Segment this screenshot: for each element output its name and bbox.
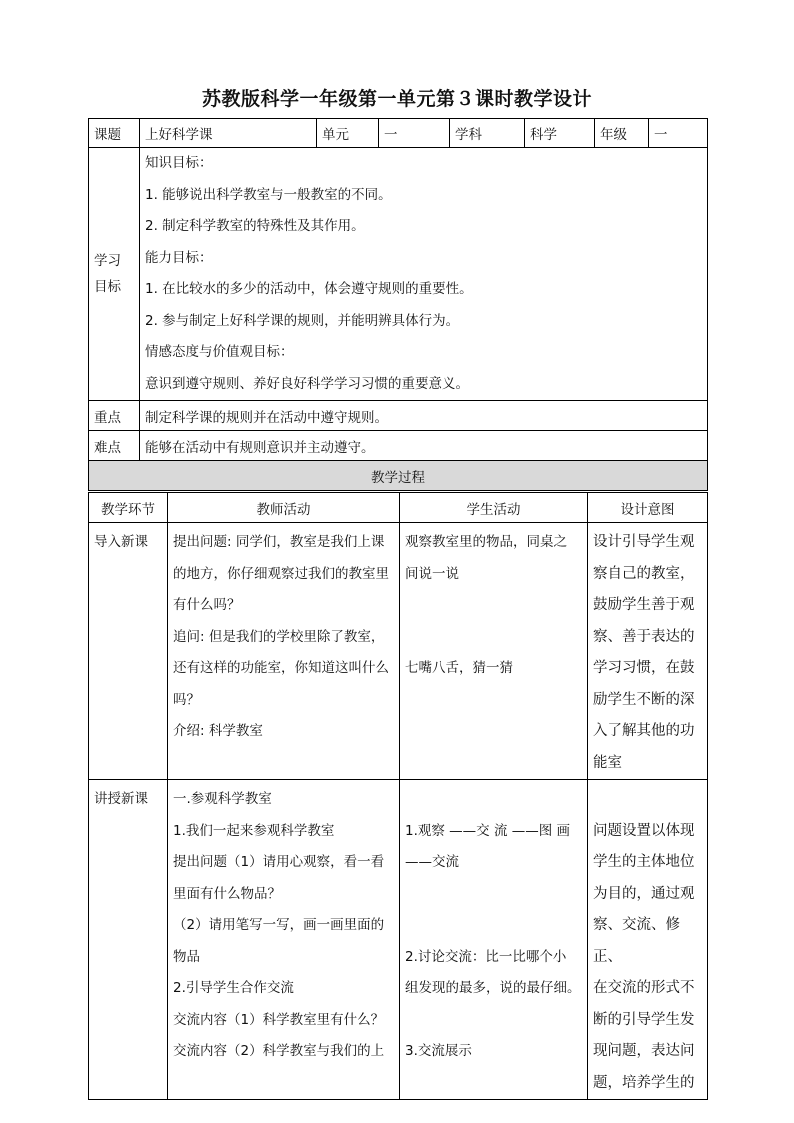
difficulty-label: 难点: [89, 431, 140, 461]
teaching-process-table: [88, 492, 708, 1100]
objectives-content: [140, 148, 708, 401]
student-line: 3.交流展示: [405, 1043, 472, 1059]
lesson-label: 课题: [89, 119, 140, 148]
objective-line: 意识到遵守规则、养好良好科学学习习惯的重要意义。: [145, 375, 469, 392]
student-line: 观察教室里的物品，同桌之: [405, 534, 567, 550]
teacher-activity-cell: [168, 523, 400, 780]
student-line: ——交流: [405, 854, 459, 870]
intent-line: 学习习惯，在鼓: [593, 660, 695, 676]
subject-label: 学科: [450, 119, 525, 148]
student-activity-cell: [400, 523, 588, 780]
intent-line: 为目的，通过观: [593, 885, 695, 902]
key-point-row: [89, 401, 708, 431]
stage-cell: 导入新课: [89, 523, 168, 780]
objectives-row: [89, 148, 708, 401]
student-line: 间说一说: [405, 565, 459, 582]
student-line: 2.讨论交流：比一比哪个小: [405, 948, 567, 965]
key-point-value: 制定科学课的规则并在活动中遵守规则。: [140, 401, 708, 431]
teacher-line: 一.参观科学教室: [173, 791, 272, 807]
intent-line: 题，培养学生的: [593, 1074, 695, 1091]
teacher-activity-cell: [168, 780, 400, 1100]
student-line: 1.观察 ——交 流 ——图 画: [405, 822, 571, 839]
difficulty-row: [89, 431, 708, 461]
intent-line: 察自己的教室，: [593, 565, 695, 582]
stage-cell: 讲授新课: [89, 780, 168, 1100]
intent-line: 在交流的形式不: [593, 980, 695, 996]
lesson-info-table: [88, 118, 708, 491]
student-line: 组发现的最多，说的最仔细。: [405, 980, 581, 996]
column-header: 设计意图: [588, 493, 708, 523]
intent-line: 问题设置以体现: [593, 822, 695, 839]
teacher-line: 提出问题: 同学们，教室是我们上课: [173, 534, 385, 550]
intent-line: 能室: [593, 754, 622, 771]
process-header: 教学过程: [89, 461, 708, 491]
teacher-line: 交流内容（2）科学教室与我们的上: [173, 1043, 385, 1059]
lesson-value: 上好科学课: [140, 119, 317, 148]
info-row: [89, 119, 708, 148]
teacher-line: 追问: 但是我们的学校里除了教室，: [173, 628, 385, 645]
unit-value: 一: [379, 119, 450, 148]
objective-line: 2. 参与制定上好科学课的规则，并能明辨具体行为。: [145, 312, 460, 329]
teacher-line: 的地方，你仔细观察过我们的教室里: [173, 565, 389, 582]
objective-line: 2. 制定科学教室的特殊性及其作用。: [145, 218, 365, 234]
teacher-line: 交流内容（1）科学教室里有什么？: [173, 1011, 385, 1028]
student-activity-cell: [400, 780, 588, 1100]
objectives-label-2: 目标: [94, 279, 121, 295]
teacher-line: 还有这样的功能室，你知道这叫什么: [173, 660, 389, 676]
intent-line: 学生的主体地位: [593, 854, 695, 870]
teacher-line: 里面有什么物品？: [173, 885, 281, 902]
column-header: 教师活动: [168, 493, 400, 523]
design-intent-cell: [588, 523, 708, 780]
process-header-row: [89, 461, 708, 491]
objective-line: 情感态度与价值观目标：: [145, 344, 294, 360]
objective-line: 1. 能够说出科学教室与一般教室的不同。: [145, 186, 392, 203]
document-title: 苏教版科学一年级第一单元第３课时教学设计: [201, 88, 592, 110]
intent-line: 入了解其他的功: [593, 723, 695, 739]
teacher-line: 有什么吗？: [173, 597, 241, 613]
teacher-line: 提出问题（1）请用心观察，看一看: [173, 854, 385, 870]
design-intent-cell: [588, 780, 708, 1100]
intent-line: 励学生不断的深: [593, 691, 695, 708]
column-header: 学生活动: [400, 493, 588, 523]
objectives-label: [89, 148, 140, 401]
teacher-line: （2）请用笔写一写，画一画里面的: [173, 917, 385, 933]
intent-line: 断的引导学生发: [593, 1011, 695, 1028]
intent-line: 现问题，表达问: [593, 1043, 695, 1059]
table-row: [89, 780, 708, 1100]
objective-line: 1. 在比较水的多少的活动中，体会遵守规则的重要性。: [145, 281, 473, 297]
objectives-label-1: 学习: [94, 253, 121, 269]
intent-line: 察、交流、修正、: [593, 917, 680, 965]
intent-line: 察、善于表达的: [593, 628, 695, 645]
teacher-line: 介绍: 科学教室: [173, 723, 263, 739]
objective-line: 能力目标：: [145, 249, 213, 266]
student-line: 七嘴八舌，猜一猜: [405, 660, 513, 676]
objective-line: 知识目标：: [145, 155, 213, 171]
unit-label: 单元: [317, 119, 379, 148]
grade-value: 一: [649, 119, 708, 148]
key-point-label: 重点: [89, 401, 140, 431]
difficulty-value: 能够在活动中有规则意识并主动遵守。: [140, 431, 708, 461]
table-row: [89, 523, 708, 780]
teacher-line: 1.我们一起来参观科学教室: [173, 822, 335, 839]
subject-value: 科学: [525, 119, 595, 148]
process-columns-row: [89, 493, 708, 523]
intent-line: 鼓励学生善于观: [593, 597, 695, 613]
column-header: 教学环节: [89, 493, 168, 523]
teacher-line: 2.引导学生合作交流: [173, 980, 294, 996]
intent-line: 设计引导学生观: [593, 534, 695, 550]
teacher-line: 吗？: [173, 691, 200, 708]
grade-label: 年级: [595, 119, 649, 148]
teacher-line: 物品: [173, 948, 200, 965]
